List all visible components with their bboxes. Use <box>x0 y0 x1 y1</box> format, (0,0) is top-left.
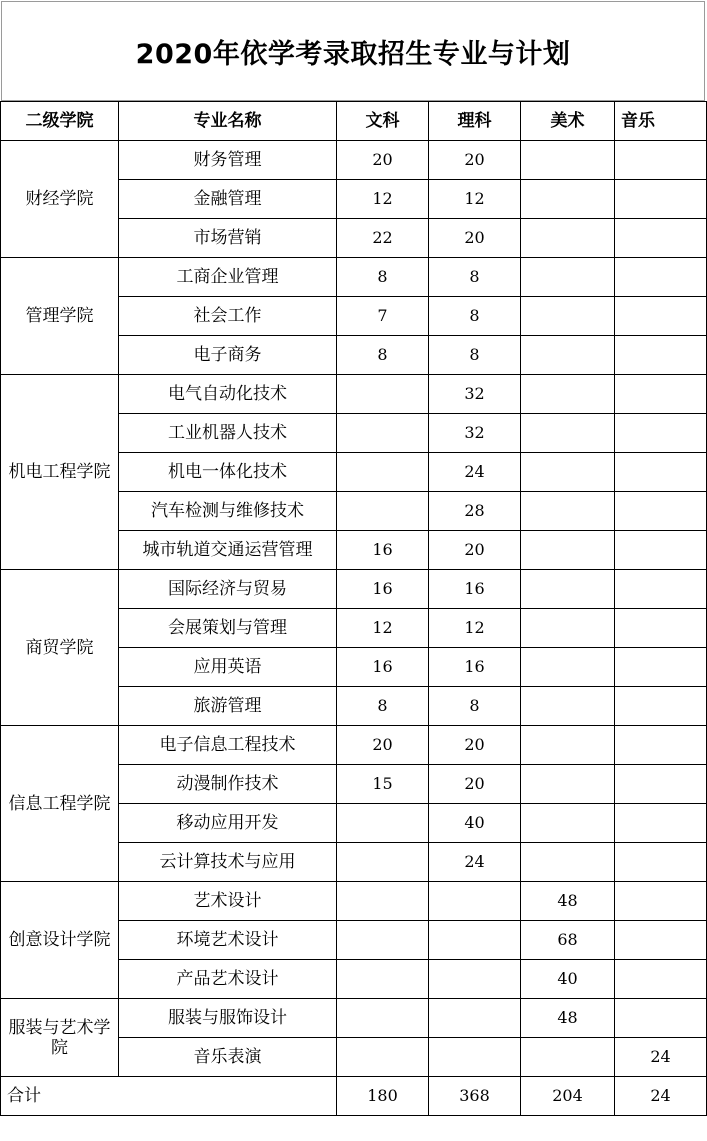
quota-wenke <box>337 375 429 414</box>
total-row <box>1 1077 707 1116</box>
quota-meishu <box>521 687 615 726</box>
quota-like <box>429 999 521 1038</box>
major-name: 汽车检测与维修技术 <box>119 492 337 531</box>
header-row <box>1 102 707 141</box>
quota-yinyue <box>615 453 707 492</box>
quota-meishu <box>521 609 615 648</box>
quota-wenke <box>337 1038 429 1077</box>
quota-yinyue <box>615 297 707 336</box>
header-major: 专业名称 <box>119 102 337 141</box>
quota-yinyue <box>615 687 707 726</box>
quota-yinyue <box>615 531 707 570</box>
quota-yinyue <box>615 726 707 765</box>
quota-yinyue <box>615 804 707 843</box>
quota-like <box>429 1038 521 1077</box>
total-label: 合计 <box>1 1077 337 1116</box>
quota-like: 16 <box>429 570 521 609</box>
quota-wenke <box>337 999 429 1038</box>
quota-meishu <box>521 375 615 414</box>
quota-wenke <box>337 843 429 882</box>
college-name: 机电工程学院 <box>1 375 119 570</box>
quota-wenke: 12 <box>337 609 429 648</box>
college-name: 服装与艺术学院 <box>1 999 119 1077</box>
college-name: 创意设计学院 <box>1 882 119 999</box>
quota-meishu: 68 <box>521 921 615 960</box>
quota-meishu <box>521 765 615 804</box>
quota-meishu <box>521 141 615 180</box>
quota-yinyue <box>615 492 707 531</box>
quota-like: 40 <box>429 804 521 843</box>
quota-like: 20 <box>429 531 521 570</box>
quota-wenke: 16 <box>337 648 429 687</box>
quota-like: 8 <box>429 258 521 297</box>
quota-like: 20 <box>429 141 521 180</box>
college-name: 信息工程学院 <box>1 726 119 882</box>
table-row <box>1 726 707 765</box>
quota-yinyue <box>615 336 707 375</box>
quota-like: 24 <box>429 453 521 492</box>
quota-meishu <box>521 843 615 882</box>
quota-like: 32 <box>429 375 521 414</box>
major-name: 电子信息工程技术 <box>119 726 337 765</box>
major-name: 社会工作 <box>119 297 337 336</box>
quota-like <box>429 960 521 999</box>
quota-yinyue <box>615 843 707 882</box>
quota-yinyue <box>615 570 707 609</box>
quota-wenke: 22 <box>337 219 429 258</box>
quota-wenke: 8 <box>337 687 429 726</box>
table-row <box>1 375 707 414</box>
quota-wenke: 15 <box>337 765 429 804</box>
major-name: 市场营销 <box>119 219 337 258</box>
quota-like: 20 <box>429 726 521 765</box>
major-name: 音乐表演 <box>119 1038 337 1077</box>
quota-meishu: 48 <box>521 999 615 1038</box>
quota-like: 32 <box>429 414 521 453</box>
total-yinyue: 24 <box>615 1077 707 1116</box>
quota-like: 12 <box>429 180 521 219</box>
quota-meishu <box>521 570 615 609</box>
quota-yinyue <box>615 414 707 453</box>
quota-yinyue <box>615 765 707 804</box>
quota-yinyue <box>615 141 707 180</box>
quota-wenke: 16 <box>337 570 429 609</box>
quota-yinyue <box>615 180 707 219</box>
header-wenke: 文科 <box>337 102 429 141</box>
quota-like: 20 <box>429 219 521 258</box>
quota-yinyue <box>615 219 707 258</box>
major-name: 云计算技术与应用 <box>119 843 337 882</box>
quota-yinyue <box>615 375 707 414</box>
quota-yinyue <box>615 258 707 297</box>
total-meishu: 204 <box>521 1077 615 1116</box>
quota-meishu <box>521 297 615 336</box>
quota-yinyue <box>615 648 707 687</box>
quota-like: 24 <box>429 843 521 882</box>
header-college: 二级学院 <box>1 102 119 141</box>
quota-meishu: 48 <box>521 882 615 921</box>
quota-wenke: 8 <box>337 336 429 375</box>
total-wenke: 180 <box>337 1077 429 1116</box>
quota-like: 12 <box>429 609 521 648</box>
major-name: 机电一体化技术 <box>119 453 337 492</box>
quota-meishu <box>521 414 615 453</box>
enrollment-table <box>0 101 707 1116</box>
quota-meishu <box>521 648 615 687</box>
quota-wenke: 16 <box>337 531 429 570</box>
major-name: 电子商务 <box>119 336 337 375</box>
quota-yinyue: 24 <box>615 1038 707 1077</box>
college-name: 财经学院 <box>1 141 119 258</box>
major-name: 财务管理 <box>119 141 337 180</box>
quota-meishu <box>521 804 615 843</box>
quota-like <box>429 882 521 921</box>
quota-yinyue <box>615 921 707 960</box>
quota-like: 16 <box>429 648 521 687</box>
major-name: 国际经济与贸易 <box>119 570 337 609</box>
major-name: 城市轨道交通运营管理 <box>119 531 337 570</box>
quota-meishu <box>521 453 615 492</box>
page-title: 2020年依学考录取招生专业与计划 <box>1 1 705 101</box>
quota-yinyue <box>615 999 707 1038</box>
major-name: 旅游管理 <box>119 687 337 726</box>
quota-wenke <box>337 804 429 843</box>
quota-wenke <box>337 414 429 453</box>
quota-meishu <box>521 492 615 531</box>
quota-wenke: 12 <box>337 180 429 219</box>
major-name: 应用英语 <box>119 648 337 687</box>
quota-like: 8 <box>429 687 521 726</box>
major-name: 服装与服饰设计 <box>119 999 337 1038</box>
table-row <box>1 999 707 1038</box>
header-yinyue: 音乐 <box>615 102 707 141</box>
quota-like: 28 <box>429 492 521 531</box>
total-like: 368 <box>429 1077 521 1116</box>
quota-yinyue <box>615 960 707 999</box>
quota-meishu <box>521 726 615 765</box>
quota-wenke: 20 <box>337 141 429 180</box>
table-row <box>1 258 707 297</box>
quota-wenke <box>337 453 429 492</box>
quota-meishu <box>521 531 615 570</box>
college-name: 管理学院 <box>1 258 119 375</box>
quota-like <box>429 921 521 960</box>
table-row <box>1 882 707 921</box>
header-like: 理科 <box>429 102 521 141</box>
major-name: 电气自动化技术 <box>119 375 337 414</box>
major-name: 会展策划与管理 <box>119 609 337 648</box>
quota-wenke: 8 <box>337 258 429 297</box>
major-name: 移动应用开发 <box>119 804 337 843</box>
major-name: 艺术设计 <box>119 882 337 921</box>
major-name: 产品艺术设计 <box>119 960 337 999</box>
major-name: 动漫制作技术 <box>119 765 337 804</box>
quota-like: 20 <box>429 765 521 804</box>
quota-meishu <box>521 1038 615 1077</box>
quota-meishu <box>521 336 615 375</box>
quota-like: 8 <box>429 336 521 375</box>
major-name: 工商企业管理 <box>119 258 337 297</box>
quota-wenke <box>337 921 429 960</box>
quota-meishu <box>521 258 615 297</box>
major-name: 金融管理 <box>119 180 337 219</box>
quota-like: 8 <box>429 297 521 336</box>
quota-wenke: 20 <box>337 726 429 765</box>
quota-yinyue <box>615 609 707 648</box>
major-name: 工业机器人技术 <box>119 414 337 453</box>
college-name: 商贸学院 <box>1 570 119 726</box>
quota-meishu: 40 <box>521 960 615 999</box>
major-name: 环境艺术设计 <box>119 921 337 960</box>
quota-yinyue <box>615 882 707 921</box>
quota-wenke: 7 <box>337 297 429 336</box>
quota-wenke <box>337 882 429 921</box>
table-row <box>1 141 707 180</box>
header-meishu: 美术 <box>521 102 615 141</box>
quota-wenke <box>337 960 429 999</box>
quota-meishu <box>521 180 615 219</box>
quota-wenke <box>337 492 429 531</box>
quota-meishu <box>521 219 615 258</box>
table-row <box>1 570 707 609</box>
